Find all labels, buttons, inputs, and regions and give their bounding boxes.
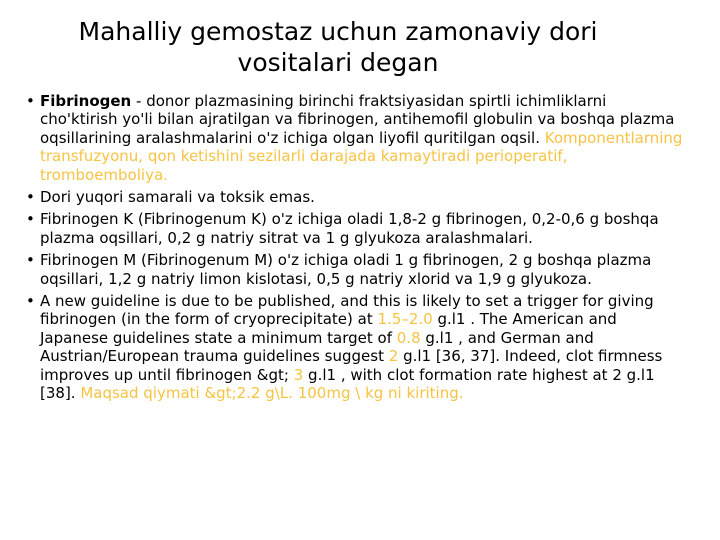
highlighted-value: 3 <box>293 365 304 384</box>
bullet-fibrinogen-definition <box>26 92 686 184</box>
highlighted-text: Komponentlarning transfuzyonu, qon ketishini sezilarli darajada kamaytiradi perioperatif, tromboemboliya. <box>40 128 683 184</box>
bullet-text: - donor plazmasining birinchi fraktsiyasidan spirtli ichimliklarni cho'ktirish yo'li bilan ajratilgan va fibrinogen, antihemofil globulin va boshqa plazma oqsillarining aralashmalarini o'z ichiga olgan liyofil quritilgan oqsil. <box>40 92 675 147</box>
bullet-text: g.l1 [36, 37]. Indeed, clot firmness improves up until fibrinogen &gt; <box>40 347 663 384</box>
highlighted-text: Maqsad qiymati &gt;2.2 g\L. 100mg \ kg ni kiriting. <box>80 384 464 403</box>
slide-title: Mahalliy gemostaz uchun zamonaviy dori vositalari degan <box>78 17 598 77</box>
bullet-text: g.l1 . The American and Japanese guidelines state a minimum target of <box>40 310 617 347</box>
bullet-guidelines <box>26 292 686 402</box>
bullet-text: Dori yuqori samarali va toksik emas. <box>40 188 315 207</box>
term-fibrinogen: Fibrinogen <box>40 92 132 110</box>
bullet-text: A new guideline is due to be published, and this is likely to set a trigger for giving fibrinogen (in the form of cryoprecipitate) at <box>40 292 654 329</box>
bullet-text: g.l1 , and German and Austrian/European trauma guidelines suggest <box>40 328 594 366</box>
bullet-fibrinogen-k <box>26 210 686 247</box>
highlighted-value: 1.5–2.0 <box>377 310 433 329</box>
highlighted-value: 2 <box>388 347 399 366</box>
bullet-fibrinogen-m <box>26 251 686 288</box>
bullet-efficacy <box>26 188 686 206</box>
bullet-list <box>26 92 686 407</box>
bullet-text: g.l1 , with clot formation rate highest at 2 g.l1 [38]. <box>40 365 655 403</box>
highlighted-value: 0.8 <box>396 328 421 347</box>
bullet-text: Fibrinogen K (Fibrinogenum K) o'z ichiga oladi 1,8-2 g fibrinogen, 0,2-0,6 g boshqa plazma oqsillari, 0,2 g natriy sitrat va 1 g glyukoza aralashmalari. <box>40 210 659 247</box>
bullet-text: Fibrinogen M (Fibrinogenum M) o'z ichiga oladi 1 g fibrinogen, 2 g boshqa plazma oqsillari, 1,2 g natriy limon kislotasi, 0,5 g natriy xlorid va 1,9 g glyukoza. <box>40 251 652 288</box>
